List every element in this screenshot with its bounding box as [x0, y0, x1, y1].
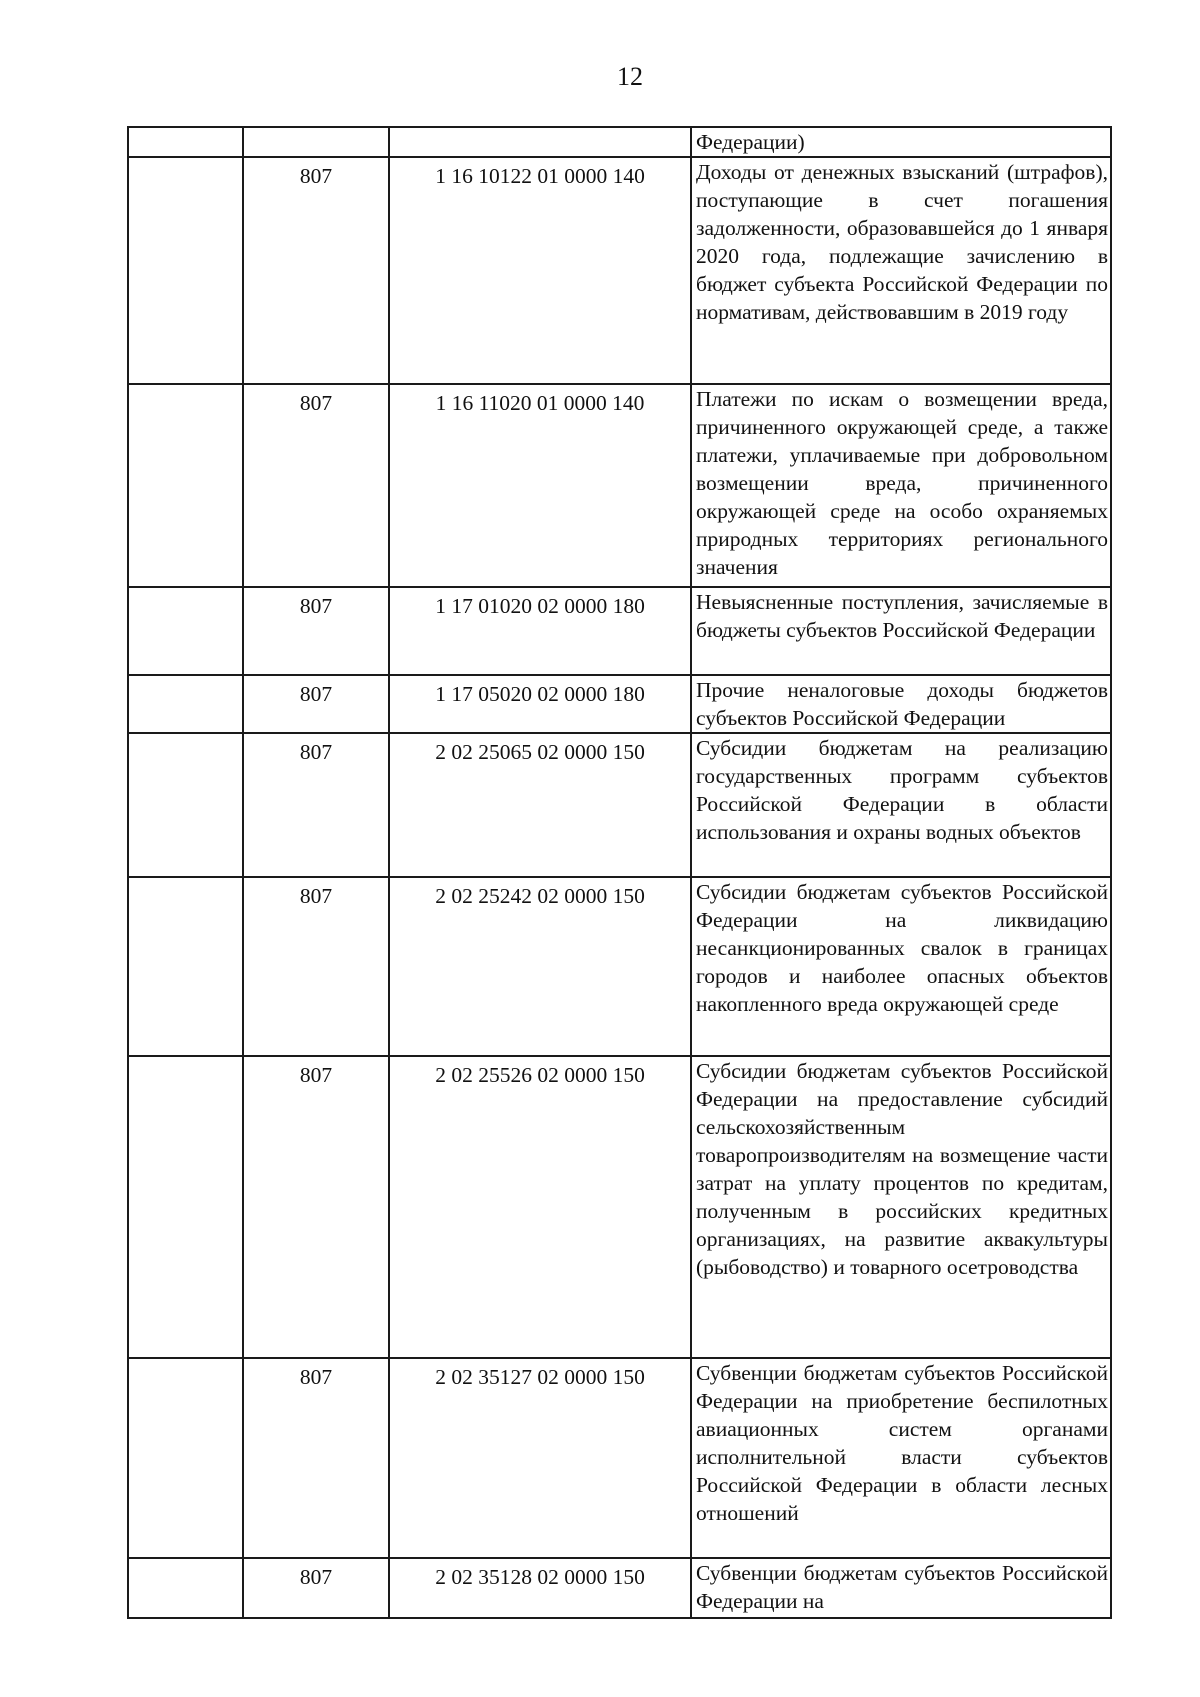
- table-row-continuation: [128, 127, 1111, 157]
- budget-code-cell: 1 17 05020 02 0000 180: [389, 675, 691, 733]
- admin-code-cell: 807: [243, 733, 389, 877]
- budget-code-cell: 2 02 25065 02 0000 150: [389, 733, 691, 877]
- table-row: [128, 384, 1111, 587]
- budget-code-cell: 2 02 35127 02 0000 150: [389, 1358, 691, 1558]
- budget-code-cell: 1 16 10122 01 0000 140: [389, 157, 691, 384]
- budget-code-cell: 1 16 11020 01 0000 140: [389, 384, 691, 587]
- table-row: [128, 733, 1111, 877]
- table-row: [128, 675, 1111, 733]
- empty-cell: [128, 877, 243, 1056]
- budget-codes-table: [127, 126, 1112, 1619]
- admin-code-cell: 807: [243, 384, 389, 587]
- table-row: [128, 1558, 1111, 1618]
- admin-code-cell: 807: [243, 587, 389, 675]
- table-row: [128, 587, 1111, 675]
- admin-code-cell: 807: [243, 1056, 389, 1358]
- empty-cell: [128, 127, 243, 157]
- description-cell: Субсидии бюджетам на реализацию государственных программ субъектов Российской Федерации в области использования и охраны водных объектов: [691, 733, 1111, 877]
- empty-cell: [128, 733, 243, 877]
- empty-cell: [128, 1056, 243, 1358]
- empty-cell: [128, 587, 243, 675]
- empty-cell: [243, 127, 389, 157]
- description-cell: Субсидии бюджетам субъектов Российской Федерации на ликвидацию несанкционированных свалок в границах городов и наиболее опасных объектов накопленного вреда окружающей среде: [691, 877, 1111, 1056]
- empty-cell: [128, 1558, 243, 1618]
- admin-code-cell: 807: [243, 675, 389, 733]
- description-cell: Субвенции бюджетам субъектов Российской Федерации на приобретение беспилотных авиационных систем органами исполнительной власти субъектов Российской Федерации в области лесных отношений: [691, 1358, 1111, 1558]
- description-cell: Субвенции бюджетам субъектов Российской Федерации на: [691, 1558, 1111, 1618]
- budget-code-cell: 2 02 25242 02 0000 150: [389, 877, 691, 1056]
- description-cell: Платежи по искам о возмещении вреда, причиненного окружающей среде, а также платежи, уплачиваемые при добровольном возмещении вреда, причиненного окружающей среде на особо охраняемых природных территориях регионального значения: [691, 384, 1111, 587]
- description-cell: Федерации): [691, 127, 1111, 157]
- description-cell: Субсидии бюджетам субъектов Российской Федерации на предоставление субсидий сельскохозяйственным товаропроизводителям на возмещение части затрат на уплату процентов по кредитам, полученным в российских кредитных организациях, на развитие аквакультуры (рыбоводство) и товарного осетроводства: [691, 1056, 1111, 1358]
- budget-code-cell: 2 02 25526 02 0000 150: [389, 1056, 691, 1358]
- table-row: [128, 157, 1111, 384]
- budget-code-cell: 2 02 35128 02 0000 150: [389, 1558, 691, 1618]
- table-row: [128, 1358, 1111, 1558]
- table-row: [128, 1056, 1111, 1358]
- description-cell: Невыясненные поступления, зачисляемые в бюджеты субъектов Российской Федерации: [691, 587, 1111, 675]
- empty-cell: [128, 675, 243, 733]
- empty-cell: [389, 127, 691, 157]
- admin-code-cell: 807: [243, 877, 389, 1056]
- empty-cell: [128, 1358, 243, 1558]
- admin-code-cell: 807: [243, 157, 389, 384]
- table-row: [128, 877, 1111, 1056]
- empty-cell: [128, 157, 243, 384]
- admin-code-cell: 807: [243, 1358, 389, 1558]
- page-number: 12: [617, 62, 643, 91]
- empty-cell: [128, 384, 243, 587]
- budget-code-cell: 1 17 01020 02 0000 180: [389, 587, 691, 675]
- description-cell: Доходы от денежных взысканий (штрафов), поступающие в счет погашения задолженности, образовавшейся до 1 января 2020 года, подлежащие зачислению в бюджет субъекта Российской Федерации по нормативам, действовавшим в 2019 году: [691, 157, 1111, 384]
- description-cell: Прочие неналоговые доходы бюджетов субъектов Российской Федерации: [691, 675, 1111, 733]
- admin-code-cell: 807: [243, 1558, 389, 1618]
